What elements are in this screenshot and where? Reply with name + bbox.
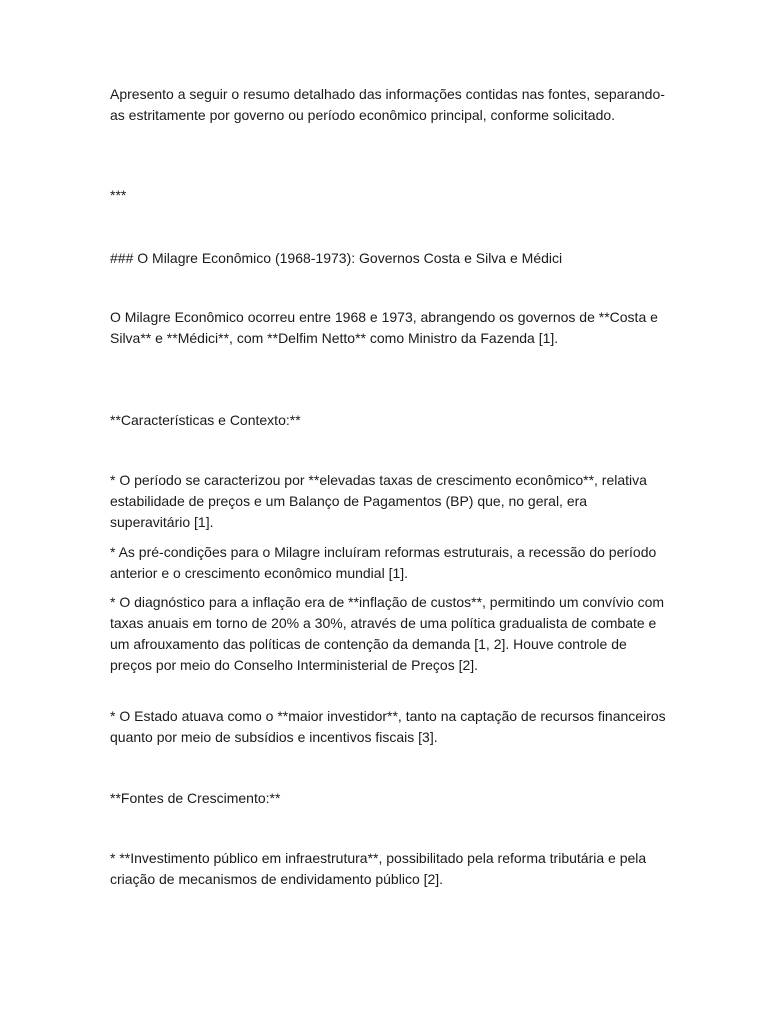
list-item: * O diagnóstico para a inflação era de **inflação de custos**, permitindo um convívio com taxas anuais em torno de 20% a 30%, através de uma política gradualista de combate e um afrouxamento das políticas de contenção da demanda [1, 2]. Houve controle de preços por meio do Conselho Interministerial de Preços [2]. [110,594,665,673]
overview-paragraph: O Milagre Econômico ocorreu entre 1968 e 1973, abrangendo os governos de **Costa e Silva** e **Médici**, com **Delfim Netto** como Ministro da Fazenda [1]. [110,309,658,346]
subheading-growth-sources: **Fontes de Crescimento:** [110,790,281,806]
subheading-characteristics: **Características e Contexto:** [110,412,301,428]
section-separator: *** [110,187,127,203]
list-item: * O período se caracterizou por **elevadas taxas de crescimento econômico**, relativa estabilidade de preços e um Balanço de Pagamentos (BP) que, no geral, era superavitário [1]. [110,472,647,530]
list-item: * **Investimento público em infraestrutura**, possibilitado pela reforma tributária e pela criação de mecanismos de endividamento público [2]. [110,850,647,887]
intro-paragraph: Apresento a seguir o resumo detalhado das informações contidas nas fontes, separando-as estritamente por governo ou período econômico principal, conforme solicitado. [110,86,665,123]
list-item: * O Estado atuava como o **maior investidor**, tanto na captação de recursos financeiros quanto por meio de subsídios e incentivos fiscais [3]. [110,708,666,745]
section-heading: ### O Milagre Econômico (1968-1973): Governos Costa e Silva e Médici [110,250,563,266]
list-item: * As pré-condições para o Milagre incluíram reformas estruturais, a recessão do período anterior e o crescimento econômico mundial [1]. [110,544,657,581]
